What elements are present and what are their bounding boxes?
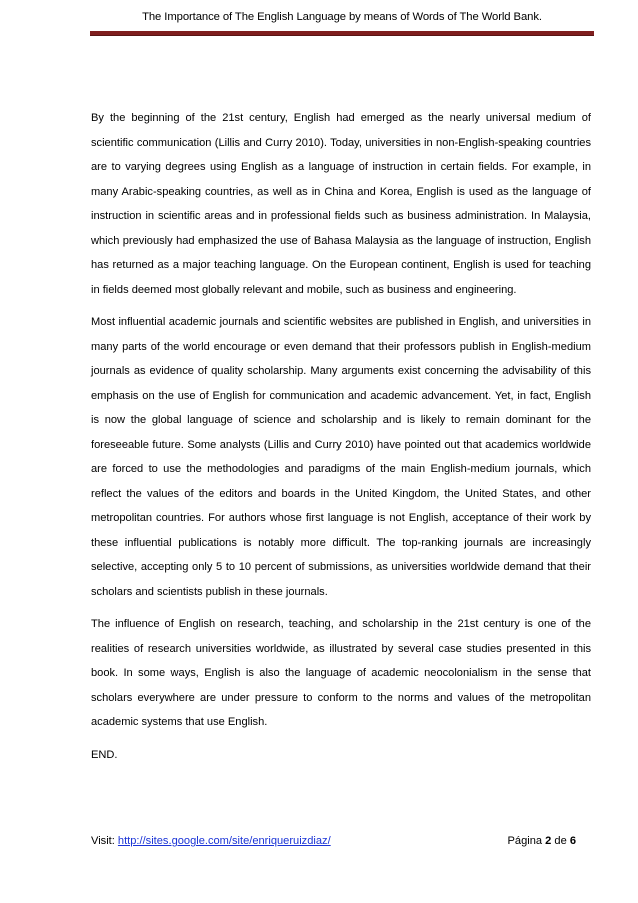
page-header [90, 10, 594, 36]
paragraph-1: By the beginning of the 21st century, English had emerged as the nearly universal medium of scientific communication (Lillis and Curry 2010). Today, universities in non-English-speaking countries are to varying degrees using English as a language of instruction in certain fields. For example, in many Arabic-speaking countries, as well as in China and Korea, English is used as the language of instruction in scientific areas and in professional fields such as business administration. In Malaysia, which previously had emphasized the use of Bahasa Malaysia as the language of instruction, English has returned as a major teaching language. On the European continent, English is used for teaching in fields deemed most globally relevant and mobile, such as business and engineering. [91, 112, 591, 296]
page-of: de [551, 835, 570, 847]
document-body [91, 106, 591, 767]
header-title: The Importance of The English Language by means of Words of The World Bank. [142, 11, 542, 23]
page-number [508, 833, 577, 849]
paragraph-2: Most influential academic journals and scientific websites are published in English, and universities in many parts of the world encourage or even demand that their professors publish in English-medium journals as evidence of quality scholarship. Many arguments exist concerning the advisability of this emphasis on the use of English for communication and academic advancement. Yet, in fact, English is now the global language of science and scholarship and is likely to remain dominant for the foreseeable future. Some analysts (Lillis and Curry 2010) have pointed out that academics worldwide are forced to use the methodologies and paradigms of the main English-medium journals, which reflect the values of the editors and boards in the United Kingdom, the United States, and other metropolitan countries. For authors whose first language is not English, acceptance of their work by these influential publications is notably more difficult. The top-ranking journals are increasingly selective, accepting only 5 to 10 percent of submissions, as universities worldwide demand that their scholars and scientists publish in these journals. [91, 316, 591, 598]
footer-visit [91, 833, 331, 849]
paragraph-3: The influence of English on research, teaching, and scholarship in the 21st century is one of the realities of research universities worldwide, as illustrated by several case studies presented in this book. In some ways, English is also the language of academic neocolonialism in the sense that scholars everywhere are under pressure to conform to the norms and values of the metropolitan academic systems that use English. [91, 618, 591, 728]
header-rule [90, 31, 594, 36]
page-total: 6 [569, 835, 576, 847]
end-text: END. [91, 748, 118, 761]
page-footer [91, 833, 591, 849]
website-link[interactable]: http://sites.google.com/site/enriqueruizdiaz/ [117, 835, 331, 847]
page-label: Página [507, 835, 546, 847]
visit-label: Visit: [91, 835, 118, 847]
page-current: 2 [545, 835, 552, 847]
